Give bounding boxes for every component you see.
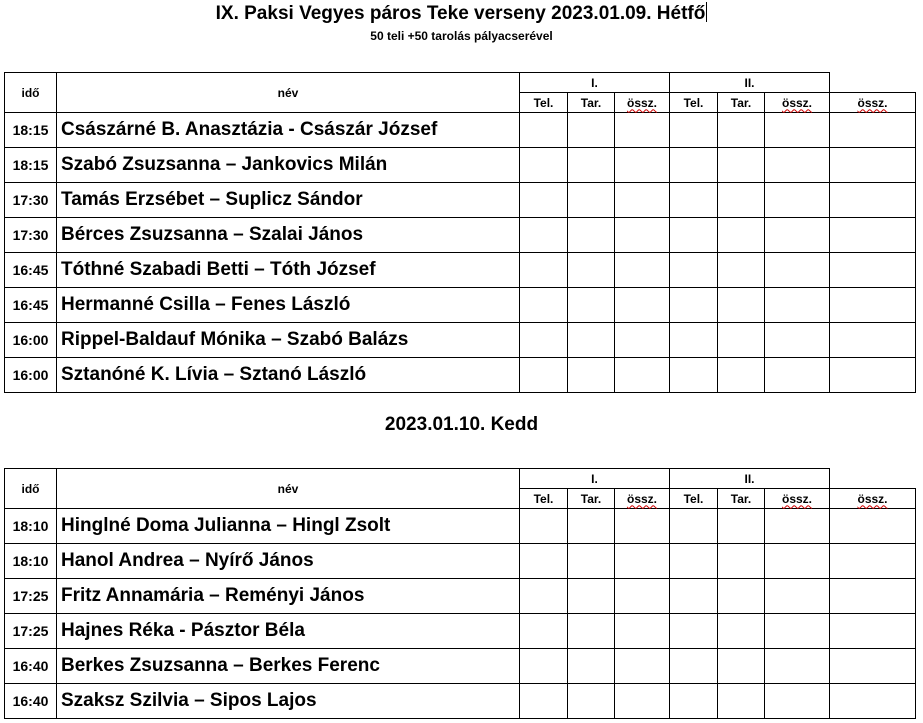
score-cell[interactable]	[830, 614, 916, 649]
score-cell[interactable]	[615, 614, 670, 649]
score-cell[interactable]	[718, 148, 765, 183]
score-cell[interactable]	[830, 288, 916, 323]
row-time: 16:40	[5, 649, 57, 684]
table-row	[5, 544, 916, 579]
row-time: 16:45	[5, 288, 57, 323]
table-row	[5, 218, 916, 253]
score-cell[interactable]	[765, 323, 830, 358]
schedule-table-day2	[4, 468, 916, 719]
score-cell[interactable]	[520, 614, 568, 649]
score-cell[interactable]	[830, 148, 916, 183]
row-time: 17:25	[5, 579, 57, 614]
row-pair-name: Hanol Andrea – Nyírő János	[57, 544, 520, 579]
header-tar-1: Tar.	[568, 93, 615, 113]
row-pair-name: Berkes Zsuzsanna – Berkes Ferenc	[57, 649, 520, 684]
score-cell[interactable]	[830, 183, 916, 218]
header-tel-1: Tel.	[520, 489, 568, 509]
score-cell[interactable]	[670, 358, 718, 393]
row-pair-name: Hajnes Réka - Pásztor Béla	[57, 614, 520, 649]
score-cell[interactable]	[718, 509, 765, 544]
row-pair-name: Szaksz Szilvia – Sipos Lajos	[57, 684, 520, 719]
score-cell[interactable]	[568, 288, 615, 323]
table-row	[5, 579, 916, 614]
header-round1: I.	[520, 73, 670, 93]
header-ossz-1	[615, 489, 670, 509]
score-cell[interactable]	[670, 684, 718, 719]
score-cell[interactable]	[615, 148, 670, 183]
score-cell[interactable]	[568, 544, 615, 579]
table-row	[5, 509, 916, 544]
row-time: 16:00	[5, 323, 57, 358]
score-cell[interactable]	[615, 253, 670, 288]
score-cell[interactable]	[568, 649, 615, 684]
score-cell[interactable]	[718, 358, 765, 393]
score-cell[interactable]	[765, 218, 830, 253]
score-cell[interactable]	[568, 323, 615, 358]
row-pair-name: Hinglné Doma Julianna – Hingl Zsolt	[57, 509, 520, 544]
score-cell[interactable]	[568, 113, 615, 148]
row-pair-name: Tóthné Szabadi Betti – Tóth József	[57, 253, 520, 288]
text-cursor	[706, 2, 707, 22]
header-total-text: össz.	[857, 491, 888, 506]
score-cell[interactable]	[615, 183, 670, 218]
score-cell[interactable]	[765, 649, 830, 684]
score-cell[interactable]	[765, 579, 830, 614]
score-cell[interactable]	[765, 253, 830, 288]
schedule-table-day1	[4, 72, 916, 393]
table-row	[5, 358, 916, 393]
score-cell[interactable]	[670, 148, 718, 183]
score-cell[interactable]	[830, 323, 916, 358]
score-cell[interactable]	[520, 218, 568, 253]
table-row	[5, 148, 916, 183]
score-cell[interactable]	[670, 218, 718, 253]
score-cell[interactable]	[568, 218, 615, 253]
row-time: 17:30	[5, 183, 57, 218]
header-total-text: össz.	[857, 95, 888, 110]
header-ossz-2-text: össz.	[781, 95, 812, 110]
header-name: név	[57, 469, 520, 509]
page-subtitle: 50 teli +50 tarolás pályacserével	[370, 29, 553, 43]
score-cell[interactable]	[718, 218, 765, 253]
score-cell[interactable]	[520, 323, 568, 358]
header-time: idő	[5, 469, 57, 509]
score-cell[interactable]	[718, 684, 765, 719]
score-cell[interactable]	[670, 323, 718, 358]
row-time: 17:30	[5, 218, 57, 253]
row-time: 16:45	[5, 253, 57, 288]
score-cell[interactable]	[718, 323, 765, 358]
score-cell[interactable]	[615, 113, 670, 148]
score-cell[interactable]	[568, 358, 615, 393]
score-cell[interactable]	[765, 509, 830, 544]
table-row	[5, 113, 916, 148]
score-cell[interactable]	[670, 509, 718, 544]
row-time: 16:00	[5, 358, 57, 393]
score-cell[interactable]	[670, 544, 718, 579]
header-blank	[830, 469, 916, 489]
table-row	[5, 684, 916, 719]
row-pair-name: Sztanóné K. Lívia – Sztanó László	[57, 358, 520, 393]
score-cell[interactable]	[670, 183, 718, 218]
score-cell[interactable]	[830, 684, 916, 719]
score-cell[interactable]	[520, 253, 568, 288]
score-cell[interactable]	[615, 218, 670, 253]
score-cell[interactable]	[568, 253, 615, 288]
header-ossz-1	[615, 93, 670, 113]
header-tar-2: Tar.	[718, 489, 765, 509]
score-cell[interactable]	[765, 288, 830, 323]
header-total	[830, 489, 916, 509]
header-tar-1: Tar.	[568, 489, 615, 509]
header-tel-2: Tel.	[670, 489, 718, 509]
header-round2: II.	[670, 73, 830, 93]
score-cell[interactable]	[718, 649, 765, 684]
score-cell[interactable]	[830, 579, 916, 614]
header-total	[830, 93, 916, 113]
score-cell[interactable]	[568, 183, 615, 218]
row-pair-name: Hermanné Csilla – Fenes László	[57, 288, 520, 323]
score-cell[interactable]	[615, 684, 670, 719]
score-cell[interactable]	[520, 544, 568, 579]
row-time: 17:25	[5, 614, 57, 649]
score-cell[interactable]	[830, 113, 916, 148]
score-cell[interactable]	[568, 614, 615, 649]
header-round1: I.	[520, 469, 670, 489]
header-time: idő	[5, 73, 57, 113]
score-cell[interactable]	[718, 614, 765, 649]
row-time: 18:15	[5, 113, 57, 148]
score-cell[interactable]	[765, 183, 830, 218]
score-cell[interactable]	[670, 614, 718, 649]
page-title	[0, 2, 923, 25]
header-tel-2: Tel.	[670, 93, 718, 113]
score-cell[interactable]	[615, 544, 670, 579]
row-pair-name: Császárné B. Anasztázia - Császár József	[57, 113, 520, 148]
score-cell[interactable]	[765, 544, 830, 579]
score-cell[interactable]	[670, 253, 718, 288]
table-row	[5, 183, 916, 218]
score-cell[interactable]	[830, 509, 916, 544]
score-cell[interactable]	[718, 544, 765, 579]
header-blank	[830, 73, 916, 93]
score-cell[interactable]	[718, 253, 765, 288]
score-cell[interactable]	[615, 358, 670, 393]
score-cell[interactable]	[830, 544, 916, 579]
header-ossz-2	[765, 489, 830, 509]
score-cell[interactable]	[830, 358, 916, 393]
row-time: 18:10	[5, 544, 57, 579]
score-cell[interactable]	[670, 579, 718, 614]
header-row	[5, 469, 916, 489]
row-pair-name: Szabó Zsuzsanna – Jankovics Milán	[57, 148, 520, 183]
score-cell[interactable]	[520, 288, 568, 323]
row-pair-name: Fritz Annamária – Reményi János	[57, 579, 520, 614]
header-ossz-1-text: össz.	[626, 491, 657, 506]
score-cell[interactable]	[718, 183, 765, 218]
table-body	[5, 469, 916, 719]
table-body	[5, 73, 916, 393]
table-row	[5, 614, 916, 649]
score-cell[interactable]	[830, 649, 916, 684]
header-round2: II.	[670, 469, 830, 489]
score-cell[interactable]	[765, 113, 830, 148]
score-cell[interactable]	[718, 579, 765, 614]
score-cell[interactable]	[765, 358, 830, 393]
row-pair-name: Tamás Erzsébet – Suplicz Sándor	[57, 183, 520, 218]
score-cell[interactable]	[615, 323, 670, 358]
score-cell[interactable]	[615, 288, 670, 323]
header-row	[5, 73, 916, 93]
score-cell[interactable]	[568, 148, 615, 183]
score-cell[interactable]	[718, 288, 765, 323]
score-cell[interactable]	[830, 218, 916, 253]
header-tel-1: Tel.	[520, 93, 568, 113]
page-title-text: IX. Paksi Vegyes páros Teke verseny 2023.01.09. Hétfő	[215, 3, 706, 24]
score-cell[interactable]	[520, 684, 568, 719]
score-cell[interactable]	[670, 113, 718, 148]
row-time: 18:10	[5, 509, 57, 544]
score-cell[interactable]	[568, 509, 615, 544]
score-cell[interactable]	[615, 579, 670, 614]
day2-title: 2023.01.10. Kedd	[384, 414, 539, 435]
score-cell[interactable]	[520, 649, 568, 684]
score-cell[interactable]	[520, 358, 568, 393]
row-pair-name: Bérces Zsuzsanna – Szalai János	[57, 218, 520, 253]
score-cell[interactable]	[670, 649, 718, 684]
header-ossz-1-text: össz.	[626, 95, 657, 110]
table-row	[5, 288, 916, 323]
score-cell[interactable]	[568, 579, 615, 614]
header-tar-2: Tar.	[718, 93, 765, 113]
row-time: 18:15	[5, 148, 57, 183]
table-row	[5, 649, 916, 684]
score-cell[interactable]	[568, 684, 615, 719]
score-cell[interactable]	[520, 509, 568, 544]
score-cell[interactable]	[615, 509, 670, 544]
table-row	[5, 323, 916, 358]
score-cell[interactable]	[670, 288, 718, 323]
table-row	[5, 253, 916, 288]
score-cell[interactable]	[520, 579, 568, 614]
score-cell[interactable]	[520, 183, 568, 218]
header-ossz-2-text: össz.	[781, 491, 812, 506]
header-name: név	[57, 73, 520, 113]
score-cell[interactable]	[520, 148, 568, 183]
header-ossz-2	[765, 93, 830, 113]
score-cell[interactable]	[615, 649, 670, 684]
row-pair-name: Rippel-Baldauf Mónika – Szabó Balázs	[57, 323, 520, 358]
score-cell[interactable]	[765, 148, 830, 183]
score-cell[interactable]	[765, 684, 830, 719]
score-cell[interactable]	[830, 253, 916, 288]
score-cell[interactable]	[718, 113, 765, 148]
score-cell[interactable]	[765, 614, 830, 649]
row-time: 16:40	[5, 684, 57, 719]
score-cell[interactable]	[520, 113, 568, 148]
